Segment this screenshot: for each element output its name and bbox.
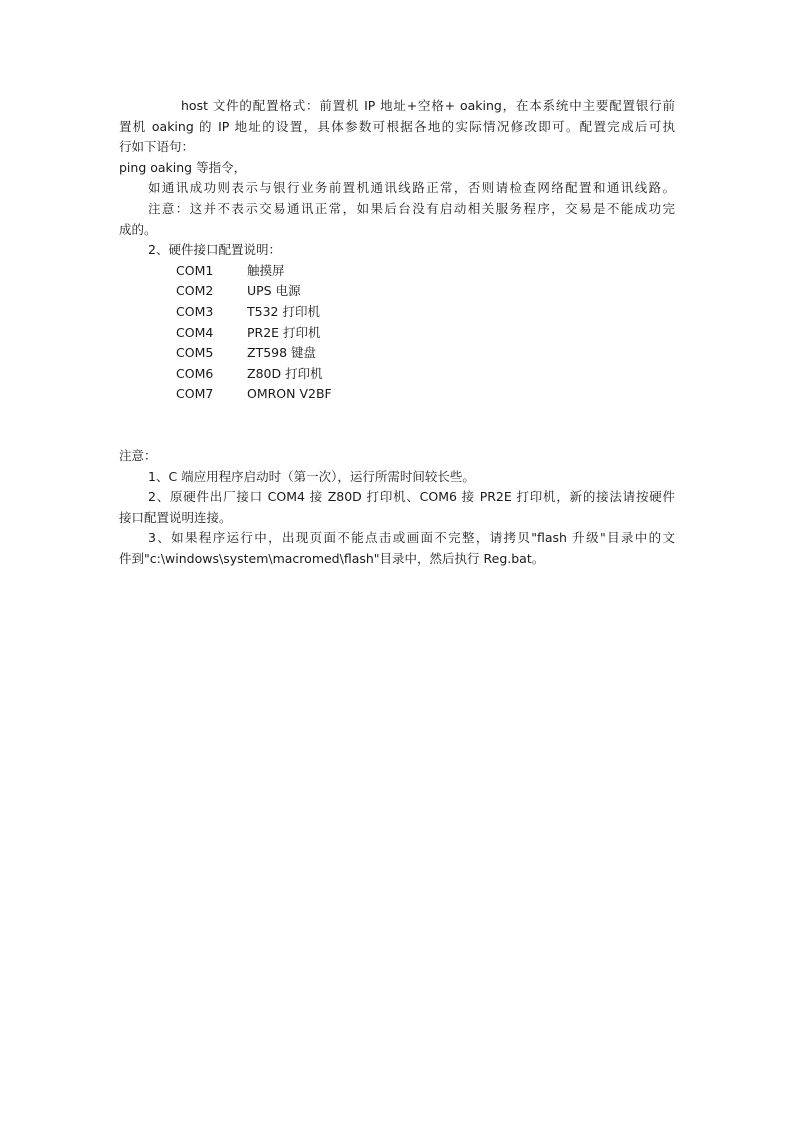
- com-port-device: Z80D 打印机: [247, 365, 323, 381]
- note-trade-line-1: 注意：这并不表示交易通讯正常，如果后台没有启动相关服务程序，交易是不能成功完: [148, 200, 675, 216]
- com-port-device: T532 打印机: [247, 303, 320, 319]
- host-config-line-3: 行如下语句：: [119, 139, 195, 155]
- host-config-line-2: 置机 oaking 的 IP 地址的设置，具体参数可根据各地的实际情况修改即可。配置完成后可执: [119, 118, 675, 134]
- host-config-line-1: host 文件的配置格式：前置机 IP 地址+空格+ oaking，在本系统中主要配置银行前: [181, 98, 675, 113]
- note-2-line-2: 接口配置说明连接。: [119, 509, 232, 525]
- com-port-row: [119, 323, 675, 344]
- com-port-name: COM4: [176, 324, 214, 340]
- notes-title: 注意：: [119, 447, 157, 463]
- ping-success-text: 如通讯成功则表示与银行业务前置机通讯线路正常，否则请检查网络配置和通讯线路。: [148, 180, 675, 196]
- com-port-device: OMRON V2BF: [247, 386, 332, 402]
- com-port-name: COM6: [176, 365, 214, 381]
- com-port-name: COM5: [176, 345, 214, 361]
- com-port-name: COM1: [176, 262, 214, 278]
- com-port-row: [119, 384, 675, 405]
- com-port-device: UPS 电源: [247, 283, 301, 299]
- com-port-device: ZT598 键盘: [247, 345, 317, 361]
- note-2-line-1: 2、原硬件出厂接口 COM4 接 Z80D 打印机、COM6 接 PR2E 打印机，新的接法请按硬件: [148, 489, 675, 505]
- ping-command-text: ping oaking 等指令，: [119, 159, 247, 175]
- com-port-table: [119, 261, 675, 405]
- section2-title: 2、硬件接口配置说明：: [148, 242, 281, 258]
- note-trade-line-2: 成的。: [119, 221, 157, 237]
- com-port-name: COM7: [176, 386, 214, 402]
- blank-space: [119, 405, 675, 446]
- com-port-device: PR2E 打印机: [247, 324, 321, 340]
- com-port-row: [119, 343, 675, 364]
- com-port-name: COM3: [176, 303, 214, 319]
- document-body: [119, 96, 675, 569]
- com-port-row: [119, 364, 675, 385]
- com-port-device: 触摸屏: [247, 262, 285, 278]
- com-port-row: [119, 302, 675, 323]
- note-3-line-1: 3、如果程序运行中，出现页面不能点击或画面不完整，请拷贝"flash 升级"目录中的文: [148, 530, 675, 546]
- com-port-row: [119, 281, 675, 302]
- com-port-row: [119, 261, 675, 282]
- note-1: 1、C 端应用程序启动时（第一次），运行所需时间较长些。: [148, 468, 475, 484]
- com-port-name: COM2: [176, 283, 214, 299]
- note-3-line-2: 件到"c:\windows\system\macromed\flash"目录中，然后执行 Reg.bat。: [119, 550, 545, 566]
